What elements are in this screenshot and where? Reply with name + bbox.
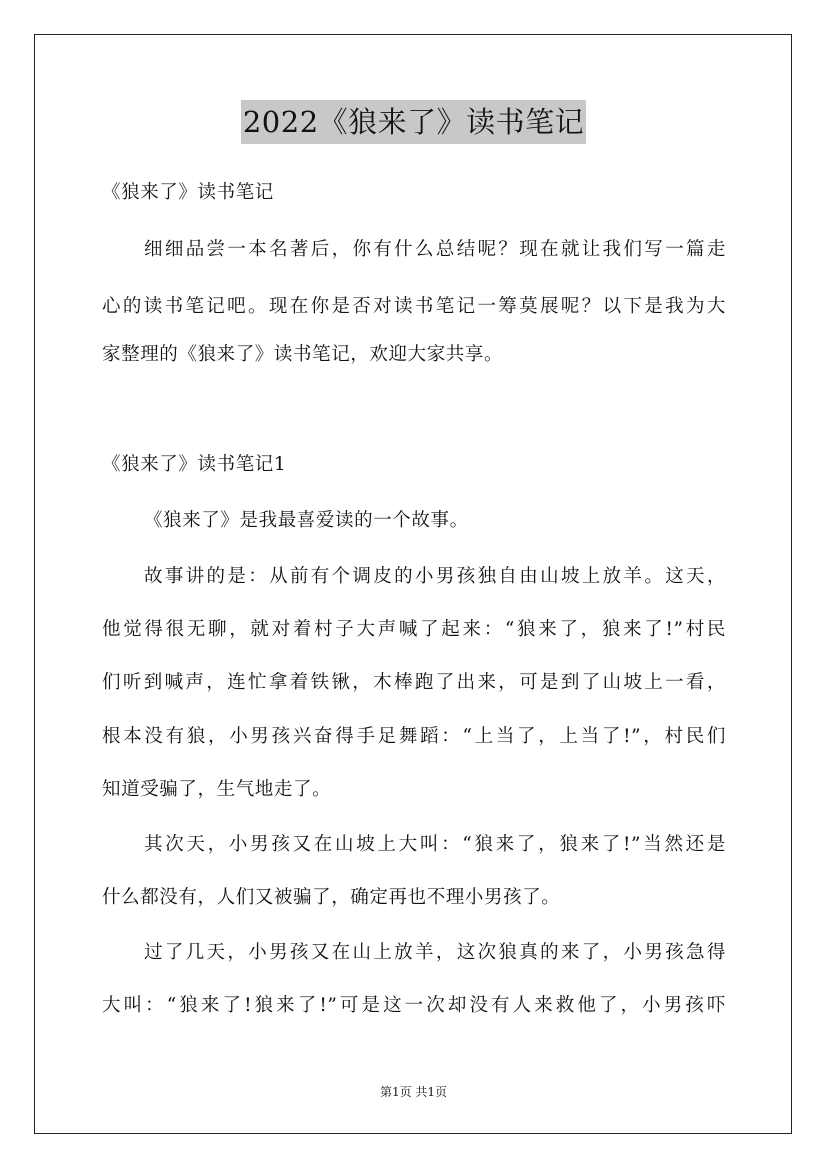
intro-line: 细细品尝一本名著后，你有什么总结呢？现在就让我们写一篇走 xyxy=(144,239,726,260)
intro-line: 家整理的《狼来了》读书笔记，欢迎大家共享。 xyxy=(102,344,504,365)
body-line: 什么都没有，人们又被骗了，确定再也不理小男孩了。 xyxy=(102,887,561,908)
page-number-footer: 第1页 共1页 xyxy=(379,1085,448,1099)
body-line: 们听到喊声，连忙拿着铁锹，木棒跑了出来，可是到了山坡上一看， xyxy=(102,672,726,693)
body-line: 过了几天，小男孩又在山上放羊，这次狼真的来了，小男孩急得 xyxy=(144,942,726,963)
title-container xyxy=(0,100,827,144)
section-heading: 《狼来了》读书笔记1 xyxy=(102,454,287,475)
body-line: 他觉得很无聊，就对着村子大声喊了起来：“狼来了，狼来了!”村民 xyxy=(102,619,726,640)
body-line: 《狼来了》是我最喜爱读的一个故事。 xyxy=(144,510,469,531)
body-line: 根本没有狼，小男孩兴奋得手足舞蹈：“上当了，上当了!”，村民们 xyxy=(102,726,726,747)
body-line: 大叫：“狼来了!狼来了!”可是这一次却没有人来救他了，小男孩吓 xyxy=(102,995,726,1016)
subtitle-line: 《狼来了》读书笔记 xyxy=(102,182,274,203)
document-title: 2022《狼来了》读书笔记 xyxy=(241,100,586,144)
body-line: 知道受骗了，生气地走了。 xyxy=(102,779,332,800)
body-line: 其次天，小男孩又在山坡上大叫：“狼来了，狼来了!”当然还是 xyxy=(144,834,726,855)
intro-line: 心的读书笔记吧。现在你是否对读书笔记一筹莫展呢？以下是我为大 xyxy=(102,296,726,317)
body-line: 故事讲的是：从前有个调皮的小男孩独自由山坡上放羊。这天， xyxy=(144,566,726,587)
